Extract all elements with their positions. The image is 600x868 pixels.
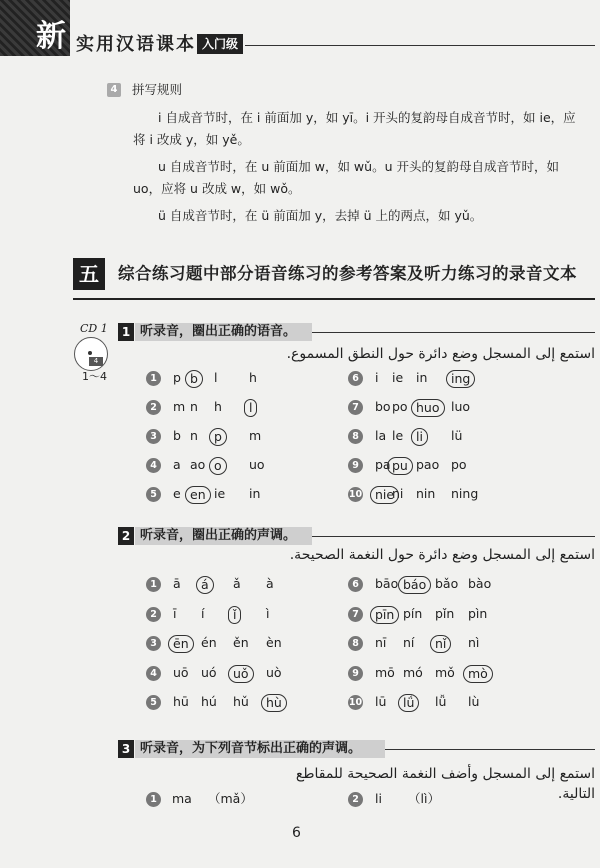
option: pao xyxy=(416,457,440,472)
option: le xyxy=(392,428,404,443)
circled-answer: pu xyxy=(387,457,413,475)
option: bǎo xyxy=(435,576,459,591)
option: in xyxy=(249,486,261,501)
option: bào xyxy=(468,576,492,591)
option: pǐn xyxy=(435,605,455,621)
rule-u-line2: uo，应将 u 改成 w，如 wǒ。 xyxy=(133,181,301,196)
option: ā xyxy=(173,576,181,591)
exercise1-header xyxy=(118,323,595,341)
cd-label: CD 1 xyxy=(80,322,108,335)
ex3-item-syllable: ma xyxy=(172,791,192,806)
exercise3-arabic: استمع إلى المسجل وأضف النغمة الصحيحة للمقاطع التالية. xyxy=(295,766,595,802)
section4-number: 4 xyxy=(107,83,121,97)
option: nin xyxy=(416,486,436,501)
option: ní xyxy=(403,635,415,650)
section5-rule xyxy=(73,298,595,300)
option: èn xyxy=(266,635,282,650)
option: mō xyxy=(375,664,395,680)
circled-answer: hù xyxy=(261,694,287,712)
option: ie xyxy=(214,486,226,501)
cd-track-range: 1～4 xyxy=(82,370,107,383)
option: à xyxy=(266,576,274,591)
option: ì xyxy=(266,605,270,621)
book-title: 实用汉语课本 xyxy=(76,34,196,55)
circled-answer: en xyxy=(185,486,211,504)
option: l xyxy=(214,370,218,385)
option: lù xyxy=(468,694,480,709)
item-number: 5 xyxy=(146,695,161,710)
item-number: 6 xyxy=(348,371,363,386)
item-number: 1 xyxy=(146,371,161,386)
circled-answer: li xyxy=(411,428,428,446)
ex3-item-answer: （mǎ） xyxy=(208,791,253,806)
exercise2-rule xyxy=(312,536,595,537)
section5-title: 综合练习题中部分语音练习的参考答案及听力练习的录音文本 xyxy=(118,264,577,283)
item-number: 3 xyxy=(146,636,161,651)
header-rule xyxy=(245,45,595,46)
circled-answer: b xyxy=(185,370,203,388)
exercise1-title: 听录音，圈出正确的语音。 xyxy=(135,323,312,341)
option: e xyxy=(173,486,181,501)
option: bāo xyxy=(375,576,399,591)
exercise2-number: 2 xyxy=(118,527,134,545)
option: m xyxy=(173,399,186,414)
option: ao xyxy=(190,457,206,472)
exercise3-title: 听录音，为下列音节标出正确的声调。 xyxy=(135,740,385,758)
option: m xyxy=(249,428,262,443)
item-number: 9 xyxy=(348,458,363,473)
option: í xyxy=(201,605,205,621)
item-number: 5 xyxy=(146,487,161,502)
option: i xyxy=(375,370,379,385)
circled-answer: ǐ xyxy=(228,606,241,624)
item-number: 1 xyxy=(146,577,161,592)
option: ěn xyxy=(233,635,249,650)
option: n xyxy=(190,428,198,443)
item-number: 8 xyxy=(348,429,363,444)
option: la xyxy=(375,428,387,443)
exercise2-header xyxy=(118,527,595,545)
rule-i-line2: 将 i 改成 y，如 yě。 xyxy=(133,132,250,147)
circled-answer: nǐ xyxy=(430,635,451,653)
option: lū xyxy=(375,694,387,709)
option: hǔ xyxy=(233,694,249,709)
option: h xyxy=(214,399,222,414)
exercise1-number: 1 xyxy=(118,323,134,341)
circled-answer: p xyxy=(209,428,227,446)
item-number: 7 xyxy=(348,400,363,415)
option: uo xyxy=(249,457,265,472)
option: h xyxy=(249,370,257,385)
circled-answer: á xyxy=(196,576,214,594)
option: ie xyxy=(392,370,404,385)
option: bo xyxy=(375,399,391,414)
circled-answer: uǒ xyxy=(228,665,254,683)
circled-answer: lǘ xyxy=(398,694,419,712)
exercise1-arabic: استمع إلى المسجل وضع دائرة حول النطق المسموع. xyxy=(286,346,595,362)
option: uō xyxy=(173,664,189,680)
item-number: 7 xyxy=(348,607,363,622)
circled-answer: ing xyxy=(446,370,475,388)
logo-character: 新 xyxy=(36,19,66,54)
ex3-item-syllable: li xyxy=(375,791,382,806)
item-number: 3 xyxy=(146,429,161,444)
circled-answer: ēn xyxy=(168,635,194,653)
option: nī xyxy=(375,635,387,650)
circled-answer: pīn xyxy=(370,606,399,624)
section5-number: 五 xyxy=(73,258,105,290)
ex3-item-answer: （lì） xyxy=(408,791,440,806)
option: lǚ xyxy=(435,694,447,709)
ex3-item-number: 2 xyxy=(348,792,363,807)
exercise3-number: 3 xyxy=(118,740,134,758)
item-number: 10 xyxy=(348,697,363,708)
circled-answer: mò xyxy=(463,665,493,683)
option: po xyxy=(451,457,467,472)
section4-title: 拼写规则 xyxy=(132,82,183,97)
option: mó xyxy=(403,664,423,680)
option: b xyxy=(173,428,181,443)
rule-i-line1: i 自成音节时，在 i 前面加 y，如 yī。i 开头的复韵母自成音节时，如 ie，应 xyxy=(158,110,576,125)
circled-answer: báo xyxy=(398,576,431,594)
exercise2-arabic: استمع إلى المسجل وضع دائرة حول النغمة الصحيحة. xyxy=(289,547,595,563)
item-number: 10 xyxy=(348,489,363,500)
item-number: 2 xyxy=(146,400,161,415)
option: pa xyxy=(375,457,391,472)
option: hú xyxy=(201,694,217,709)
option: mǒ xyxy=(435,664,455,680)
option: pín xyxy=(403,605,423,621)
item-number: 4 xyxy=(146,458,161,473)
item-number: 4 xyxy=(146,666,161,681)
exercise3-header xyxy=(118,740,595,758)
option: in xyxy=(416,370,428,385)
exercise2-title: 听录音，圈出正确的声调。 xyxy=(135,527,312,545)
rule-u-line1: u 自成音节时，在 u 前面加 w，如 wǔ。u 开头的复韵母自成音节时，如 xyxy=(158,159,559,174)
exercise1-rule xyxy=(312,332,595,333)
option: lü xyxy=(451,428,463,443)
item-number: 8 xyxy=(348,636,363,651)
cd-track: 4 xyxy=(89,357,103,366)
circled-answer: huo xyxy=(411,399,445,417)
option: ni xyxy=(392,486,404,501)
option: ī xyxy=(173,605,177,621)
item-number: 9 xyxy=(348,666,363,681)
page-number: 6 xyxy=(292,825,301,841)
item-number: 6 xyxy=(348,577,363,592)
circled-answer: nie xyxy=(370,486,399,504)
option: ning xyxy=(451,486,479,501)
item-number: 2 xyxy=(146,607,161,622)
option: a xyxy=(173,457,181,472)
option: po xyxy=(392,399,408,414)
level-badge: 入门级 xyxy=(197,34,243,54)
option: uó xyxy=(201,664,217,680)
option: hū xyxy=(173,694,189,709)
option: nì xyxy=(468,635,480,650)
option: uò xyxy=(266,664,282,680)
option: luo xyxy=(451,399,471,414)
option: ǎ xyxy=(233,576,241,591)
rule-u-umlaut: ü 自成音节时，在 ü 前面加 y，去掉 ü 上的两点，如 yǔ。 xyxy=(158,208,483,223)
circled-answer: o xyxy=(209,457,227,475)
exercise3-rule xyxy=(385,749,595,750)
circled-answer: l xyxy=(244,399,257,417)
cd-hole xyxy=(88,351,92,355)
option: én xyxy=(201,635,217,650)
option: n xyxy=(190,399,198,414)
option: pìn xyxy=(468,605,488,621)
option: p xyxy=(173,370,181,385)
ex3-item-number: 1 xyxy=(146,792,161,807)
